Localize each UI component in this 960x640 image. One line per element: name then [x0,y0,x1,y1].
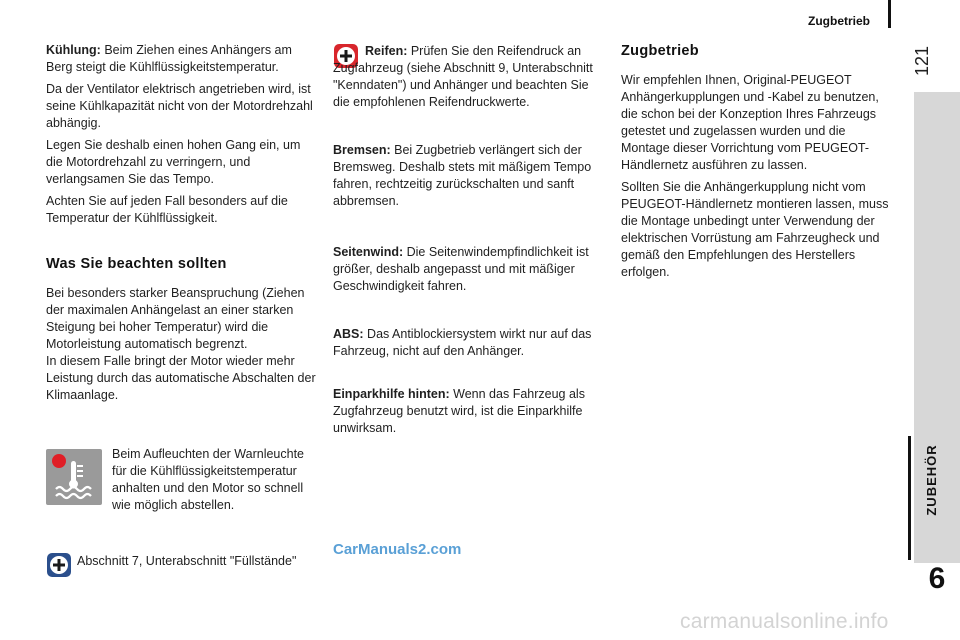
notes-paragraph-1: Bei besonders starker Beanspruchung (Ziehen der maximalen Anhängelast an einer starken Steigung bei hoher Temperatur) wird die Motorleistung automatisch begrenzt. [46,286,305,351]
chapter-number: 6 [928,562,946,595]
crosswind-text: Die Seitenwindempfindlichkeit ist größer, deshalb angepasst und mit mäßiger Geschwindigkeit fahren. [333,245,589,293]
warning-text: Beim Aufleuchten der Warnleuchte für die Kühlflüssigkeitstemperatur anhalten und den Motor so schnell wie möglich abstellen. [112,447,305,512]
running-header-title: Zugbetrieb [808,14,870,28]
page-number: 121 [912,45,932,77]
side-tab-rule [908,436,911,560]
fan-paragraph: Da der Ventilator elektrisch angetrieben wird, ist seine Kühlkapazität nicht von der Motordrehzahl abhängig. [46,82,313,130]
towing-paragraph-2: Sollten Sie die Anhängerkupplung nicht vom PEUGEOT-Händlernetz montieren lassen, muss die Montage unbedingt unter Verwendung der elektrischen Vorrüstung am Fahrzeugheck und gemäß den Empfehlungen des Herstellers erfolgen. [621,180,889,279]
abs-text: Das Antiblockiersystem wirkt nur auf das Fahrzeug, nicht auf den Anhänger. [333,327,592,358]
cooling-text: Beim Ziehen eines Anhängers am Berg steigt die Kühlflüssigkeitstemperatur. [46,43,292,74]
section-heading-notes: Was Sie beachten sollten [46,256,227,272]
abs-lead: ABS: [333,327,364,341]
temperature-paragraph: Achten Sie auf jeden Fall besonders auf die Temperatur der Kühlflüssigkeit. [46,194,288,225]
cooling-lead: Kühlung: [46,43,101,57]
blue-plus-icon [46,552,72,578]
notes-section [46,285,320,404]
chapter-side-tab [914,92,960,640]
tyres-paragraph [333,43,598,111]
notes-paragraph-2: In diesem Falle bringt der Motor wieder mehr Leistung durch das automatische Abschalten der Klimaanlage. [46,354,316,402]
towing-section [621,72,891,281]
crosswind-paragraph [333,244,598,295]
tyres-text: Prüfen Sie den Reifendruck an Zugfahrzeug (siehe Abschnitt 9, Unterabschnitt "Kenndaten") und Anhänger und beachten Sie die empfohlenen Reifendruckwerte. [333,44,593,109]
warning-red-dot [52,454,66,468]
parking-aid-lead: Einparkhilfe hinten: [333,387,450,401]
crosswind-lead: Seitenwind: [333,245,404,259]
towing-paragraph-1: Wir empfehlen Ihnen, Original-PEUGEOT Anhängerkupplungen und -Kabel zu benutzen, die schon bei der Konzeption Ihres Fahrzeugs getestet und zugelassen wurden und die Montage dieser Vorrichtung vom PEUGEOT-Händlernetz ausführen zu lassen. [621,73,879,172]
watermark-carmanualsonline: carmanualsonline.info [680,610,889,633]
brakes-paragraph [333,142,598,210]
gear-paragraph: Legen Sie deshalb einen hohen Gang ein, um die Motordrehzahl zu verringern, und verlangsamen Sie das Tempo. [46,138,301,186]
brakes-text: Bei Zugbetrieb verlängert sich der Bremsweg. Deshalb stets mit mäßigem Tempo fahren, rechtzeitig zurückschalten und sanft abbremsen. [333,143,592,208]
coolant-temperature-icon [46,449,102,505]
header-rule [888,0,891,28]
watermark-carmanuals2: CarManuals2.com [333,541,462,558]
tyres-lead: Reifen: [365,44,408,58]
section-heading-towing: Zugbetrieb [621,43,699,59]
reference-plus-icon [46,552,72,583]
brakes-lead: Bremsen: [333,143,391,157]
parking-aid-text: Wenn das Fahrzeug als Zugfahrzeug benutzt wird, ist die Einparkhilfe unwirksam. [333,387,585,435]
cooling-section [46,42,318,227]
chapter-label: ZUBEHÖR [924,444,939,516]
reference-text: Abschnitt 7, Unterabschnitt "Füllstände" [77,554,297,568]
abs-paragraph [333,326,598,360]
parking-aid-paragraph [333,386,598,437]
coolant-warning-lamp [46,449,102,505]
